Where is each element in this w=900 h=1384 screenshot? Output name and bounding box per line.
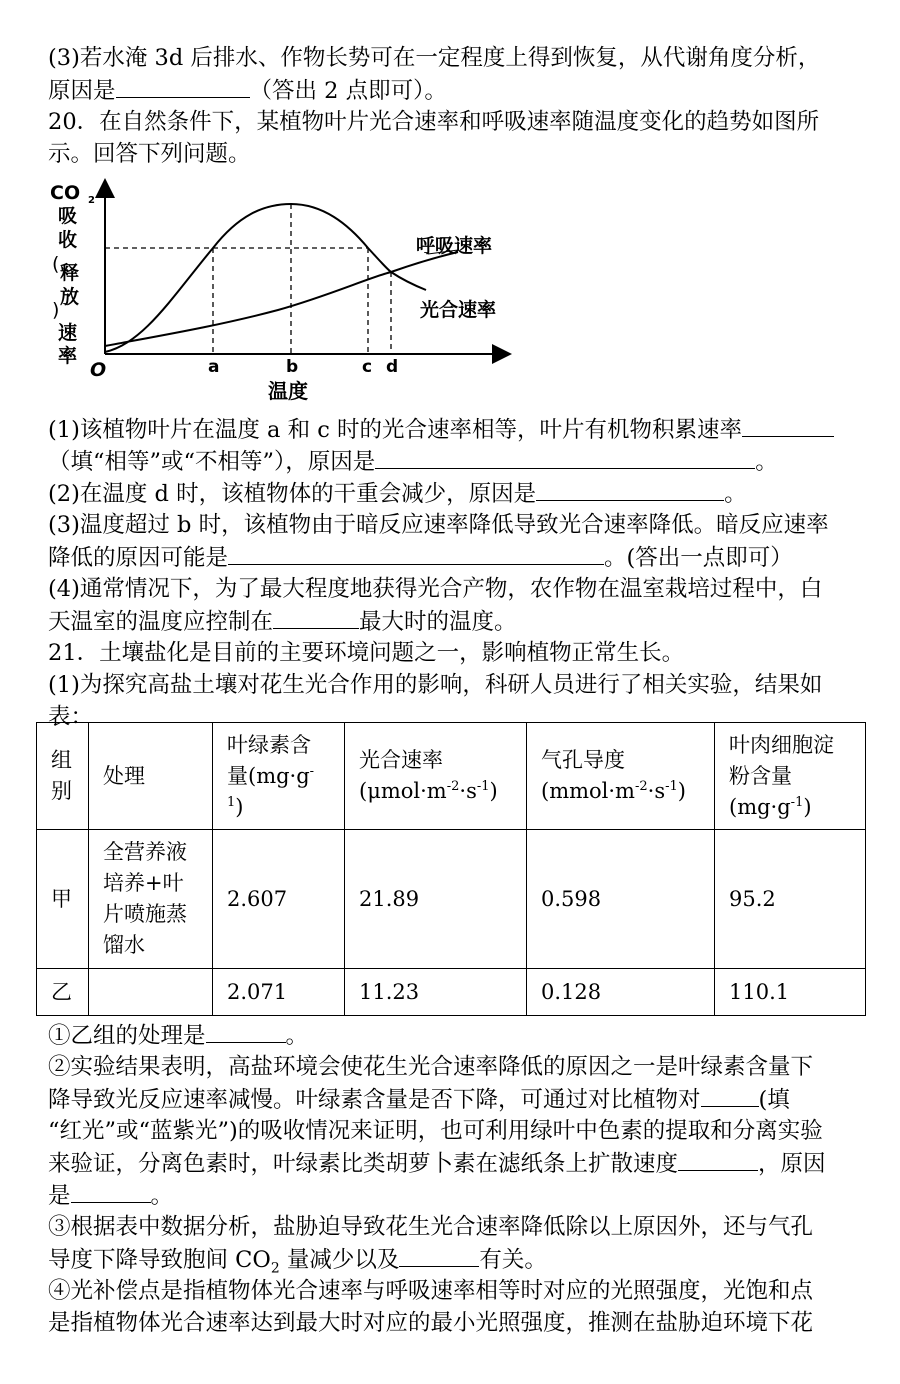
superscript: -1: [227, 763, 315, 810]
text: 。: [150, 1183, 174, 1209]
q19-3-line1: (3)若水淹 3d 后排水、作物长势可在一定程度上得到恢复，从代谢角度分析，: [48, 45, 821, 71]
text: 馏水: [103, 933, 145, 957]
text: 原因是: [48, 78, 116, 104]
text: 导度下降导致胞间 CO: [48, 1247, 271, 1273]
q21-stem: 21．土壤盐化是目前的主要环境问题之一，影响植物正常生长。: [48, 640, 685, 666]
text: (mmol·m: [541, 779, 635, 803]
text: 。(答出一点即可）: [604, 545, 793, 571]
q21-s2-line4: [48, 1148, 860, 1180]
text: ·s: [459, 779, 477, 803]
ylabel-char: ): [52, 299, 60, 321]
series-line-peak-tail: [391, 272, 426, 290]
superscript: -2: [634, 779, 648, 794]
header-cell-photosynthesis: [345, 723, 527, 830]
answer-blank[interactable]: [116, 75, 250, 98]
x-tick-d: d: [386, 357, 399, 377]
answer-blank[interactable]: [399, 1244, 479, 1267]
answer-blank[interactable]: [273, 606, 359, 629]
origin-label: O: [90, 359, 107, 381]
q21-s3-line2: [48, 1244, 860, 1276]
table-row: [37, 969, 866, 1016]
answer-blank[interactable]: [701, 1084, 759, 1107]
answer-blank[interactable]: [375, 446, 755, 469]
text: 降导致光反应速率减慢。叶绿素含量是否下降，可通过对比植物对: [48, 1087, 701, 1113]
subscript: 2: [270, 1260, 280, 1277]
q21-1-line1: (1)为探究高盐土壤对花生光合作用的影响，科研人员进行了相关实验，结果如: [48, 672, 823, 698]
text: 叶绿素含: [227, 732, 311, 757]
text: 量(mg·g: [227, 763, 310, 788]
text: 量减少以及: [279, 1247, 400, 1273]
q21-1-line2: 表：: [48, 704, 94, 730]
cell-photosynthesis: 21.89: [345, 830, 527, 969]
cell-starch: 110.1: [715, 969, 866, 1016]
q20-3-line1: (3)温度超过 b 时，该植物由于暗反应速率降低导致光合速率降低。暗反应速率: [48, 512, 829, 538]
q20-1-line2: [48, 446, 860, 478]
text: ): [235, 794, 244, 819]
q20-2-line: [48, 478, 860, 510]
y-axis-label: [50, 182, 95, 367]
text: 粉含量: [729, 763, 792, 788]
results-table: [36, 722, 866, 1016]
text: ): [677, 779, 686, 803]
text: ·s: [647, 779, 666, 803]
x-tick-c: c: [362, 357, 373, 377]
header-cell-group: [37, 723, 89, 830]
text: (2)在温度 d 时，该植物体的干重会减少，原因是: [48, 481, 537, 507]
q21-s1-line: [48, 1020, 860, 1052]
q20-4-line1: (4)通常情况下，为了最大程度地获得光合产物，农作物在温室栽培过程中，白: [48, 576, 823, 602]
text: 。: [755, 449, 778, 475]
cell-treatment: [89, 830, 213, 969]
answer-blank[interactable]: [71, 1180, 151, 1203]
header-cell-stomatal: [527, 723, 715, 830]
text: (1)该植物叶片在温度 a 和 c 时的光合速率相等，叶片有机物积累速率: [48, 417, 742, 443]
q20-1-line1: [48, 414, 860, 446]
superscript: -2: [446, 779, 460, 794]
text: 全营养液: [103, 840, 187, 864]
cell-stomatal: 0.598: [527, 830, 715, 969]
header-cell-treatment: [89, 723, 213, 830]
superscript: -1: [665, 779, 678, 794]
text: ①乙组的处理是: [48, 1023, 206, 1049]
q21-s2-line1: ②实验结果表明，高盐环境会使花生光合速率降低的原因之一是叶绿素含量下: [48, 1054, 814, 1080]
ylabel-char: (: [52, 253, 60, 275]
ylabel-sub: 2: [88, 195, 95, 206]
table-row: [37, 830, 866, 969]
cell-photosynthesis: 11.23: [345, 969, 527, 1016]
text: 。: [724, 481, 747, 507]
series-line-peak: [105, 204, 391, 352]
text: 叶肉细胞淀: [729, 732, 834, 757]
text: 天温室的温度应控制在: [48, 609, 274, 635]
cell-group: 乙: [37, 969, 89, 1016]
text: 。: [285, 1023, 309, 1049]
q19-3-line2: [48, 75, 860, 107]
q21-s4-line2: 是指植物体光合速率达到最大时对应的最小光照强度，推测在盐胁迫环境下花: [48, 1310, 814, 1336]
superscript: -1: [476, 779, 490, 794]
table-header-row: [37, 723, 866, 830]
q21-s4-line1: ④光补偿点是指植物体光合速率与呼吸速率相等时对应的光照强度，光饱和点: [48, 1278, 814, 1304]
text: 来验证，分离色素时，叶绿素比类胡萝卜素在滤纸条上扩散速度: [48, 1151, 679, 1177]
x-axis-label: 温度: [268, 379, 308, 403]
text: （填“相等”或“不相等”），原因是: [48, 449, 376, 475]
series-label-respiration: 呼吸速率: [416, 235, 493, 257]
cell-chlorophyll: 2.607: [213, 830, 345, 969]
text: 别: [51, 779, 72, 803]
q21-s2-line2: [48, 1084, 860, 1116]
text: 降低的原因可能是: [48, 545, 229, 571]
text: (填: [758, 1087, 790, 1113]
ylabel-co: CO: [50, 182, 81, 204]
text: 光合速率: [359, 748, 443, 772]
cell-starch: 95.2: [715, 830, 866, 969]
text: （答出 2 点即可）。: [249, 78, 447, 104]
text: (mg·g: [729, 794, 791, 819]
superscript: -1: [790, 794, 804, 810]
answer-blank[interactable]: [678, 1148, 758, 1171]
text: 最大时的温度。: [359, 609, 517, 635]
cell-chlorophyll: 2.071: [213, 969, 345, 1016]
cell-stomatal: 0.128: [527, 969, 715, 1016]
q21-s2-line3: “红光”或“蓝紫光”)的吸收情况来证明，也可利用绿叶中色素的提取和分离实验: [48, 1118, 823, 1144]
answer-blank[interactable]: [536, 478, 724, 501]
series-line-rising: [105, 252, 458, 346]
x-tick-b: b: [286, 357, 299, 377]
ylabel-char: 吸: [58, 205, 78, 227]
text: (μmol·m: [359, 779, 447, 803]
cell-group: 甲: [37, 830, 89, 969]
q21-s2-line5: [48, 1180, 860, 1212]
text: 气孔导度: [541, 748, 625, 772]
ylabel-char: 释: [60, 262, 80, 284]
q20-3-line2: [48, 542, 860, 574]
text: 处理: [103, 763, 145, 788]
q21-s3-line1: ③根据表中数据分析，盐胁迫导致花生光合速率降低除以上原因外，还与气孔: [48, 1214, 814, 1240]
text: ): [489, 779, 498, 803]
ylabel-char: 放: [60, 286, 80, 308]
header-cell-starch: [715, 723, 866, 830]
answer-blank[interactable]: [228, 542, 604, 565]
text: 有关。: [479, 1247, 547, 1273]
cell-treatment-empty: [89, 969, 213, 1016]
q20-4-line2: [48, 606, 860, 638]
q20-stem-line1: 20．在自然条件下，某植物叶片光合速率和呼吸速率随温度变化的趋势如图所: [48, 109, 820, 135]
answer-blank[interactable]: [742, 414, 834, 437]
ylabel-char: 率: [58, 345, 78, 367]
series-label-photosynthesis: 光合速率: [420, 299, 497, 321]
q20-stem-line2: 示。回答下列问题。: [48, 141, 251, 167]
text: ，原因: [758, 1151, 826, 1177]
text: 是: [48, 1183, 71, 1209]
temperature-rate-chart: [48, 176, 568, 406]
header-cell-chlorophyll: [213, 723, 345, 830]
text: 组: [51, 748, 72, 772]
ylabel-char: 收: [58, 229, 78, 251]
answer-blank[interactable]: [206, 1020, 286, 1043]
text: 片喷施蒸: [103, 902, 187, 926]
x-tick-a: a: [208, 357, 220, 377]
text: ): [803, 794, 812, 819]
ylabel-char: 速: [58, 322, 78, 344]
text: 培养+叶: [103, 871, 184, 895]
